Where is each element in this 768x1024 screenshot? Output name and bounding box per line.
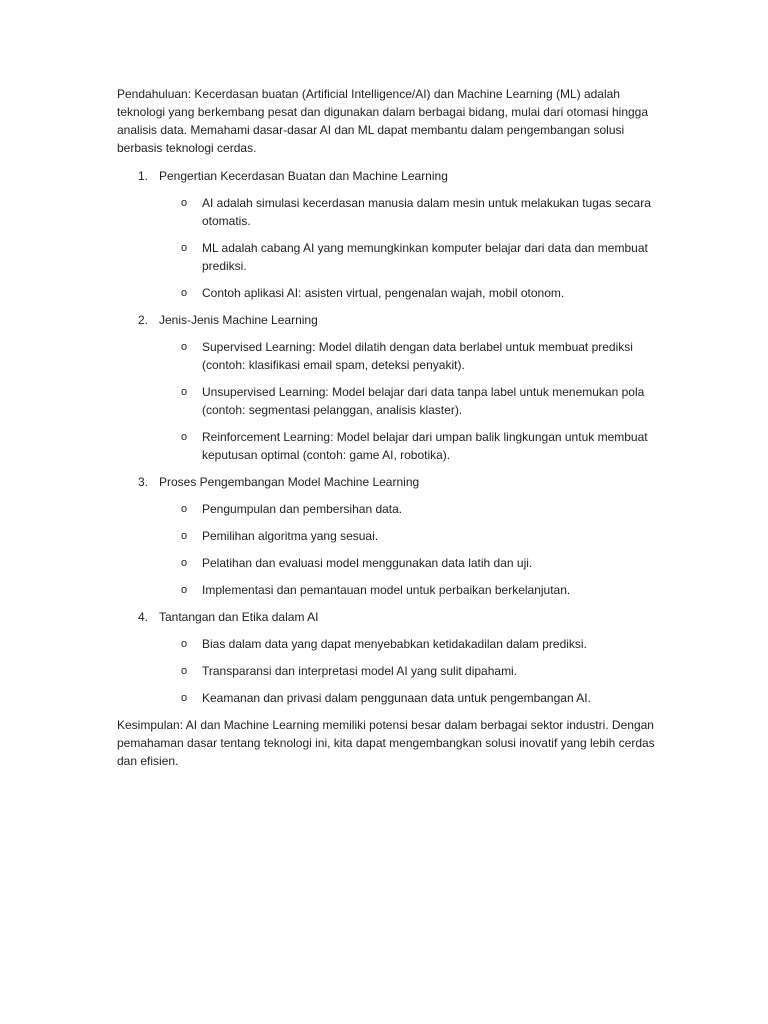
bullet-item	[117, 239, 657, 275]
bullet-text: Unsupervised Learning: Model belajar dari data tanpa label untuk menemukan pola (contoh: segmentasi pelanggan, analisis klaster).	[202, 385, 645, 417]
bullet-circle-icon: o	[181, 557, 188, 569]
bullet-item	[117, 635, 657, 653]
bullet-item	[117, 194, 657, 230]
conclusion-paragraph: Kesimpulan: AI dan Machine Learning memiliki potensi besar dalam berbagai sektor industri. Dengan pemahaman dasar tentang teknologi ini, kita dapat mengembangkan solusi inovatif yang lebih cerdas dan efisien.	[117, 718, 655, 768]
bullet-text: Keamanan dan privasi dalam penggunaan data untuk pengembangan AI.	[202, 691, 591, 705]
section-number: 3.	[138, 475, 149, 489]
bullet-list	[117, 500, 657, 599]
section-list	[117, 167, 657, 707]
bullet-text: Transparansi dan interpretasi model AI yang sulit dipahami.	[202, 664, 518, 678]
bullet-text: Supervised Learning: Model dilatih dengan data berlabel untuk membuat prediksi (contoh: klasifikasi email spam, deteksi penyakit).	[202, 340, 633, 372]
bullet-circle-icon: o	[181, 503, 188, 515]
section-item	[117, 167, 657, 302]
bullet-text: Reinforcement Learning: Model belajar dari umpan balik lingkungan untuk membuat keputusan optimal (contoh: game AI, robotika).	[202, 430, 648, 462]
section-title: Proses Pengembangan Model Machine Learning	[159, 475, 420, 489]
bullet-text: Implementasi dan pemantauan model untuk perbaikan berkelanjutan.	[202, 583, 571, 597]
bullet-item	[117, 383, 657, 419]
bullet-item	[117, 284, 657, 302]
bullet-text: Bias dalam data yang dapat menyebabkan ketidakadilan dalam prediksi.	[202, 637, 587, 651]
bullet-item	[117, 338, 657, 374]
bullet-circle-icon: o	[181, 665, 188, 677]
bullet-text: AI adalah simulasi kecerdasan manusia dalam mesin untuk melakukan tugas secara otomatis.	[202, 196, 651, 228]
bullet-item	[117, 662, 657, 680]
section-title: Tantangan dan Etika dalam AI	[159, 610, 319, 624]
bullet-circle-icon: o	[181, 386, 188, 398]
bullet-item	[117, 428, 657, 464]
bullet-item	[117, 527, 657, 545]
section-heading	[117, 167, 657, 185]
bullet-list	[117, 338, 657, 464]
bullet-list	[117, 194, 657, 302]
bullet-circle-icon: o	[181, 197, 188, 209]
section-item	[117, 473, 657, 599]
section-item	[117, 608, 657, 707]
section-number: 4.	[138, 610, 149, 624]
bullet-text: ML adalah cabang AI yang memungkinkan komputer belajar dari data dan membuat prediksi.	[202, 241, 648, 273]
bullet-text: Pelatihan dan evaluasi model menggunakan data latih dan uji.	[202, 556, 533, 570]
bullet-item	[117, 500, 657, 518]
section-heading	[117, 473, 657, 491]
intro-paragraph: Pendahuluan: Kecerdasan buatan (Artificial Intelligence/AI) dan Machine Learning (ML) adalah teknologi yang berkembang pesat dan digunakan dalam berbagai bidang, mulai dari otomasi hingga analisis data. Memahami dasar-dasar AI dan ML dapat membantu dalam pengembangan solusi berbasis teknologi cerdas.	[117, 87, 649, 155]
bullet-circle-icon: o	[181, 431, 188, 443]
section-item	[117, 311, 657, 464]
bullet-circle-icon: o	[181, 341, 188, 353]
section-heading	[117, 311, 657, 329]
section-title: Pengertian Kecerdasan Buatan dan Machine Learning	[159, 169, 448, 183]
bullet-text: Pengumpulan dan pembersihan data.	[202, 502, 403, 516]
section-number: 2.	[138, 313, 149, 327]
bullet-text: Pemilihan algoritma yang sesuai.	[202, 529, 379, 543]
bullet-circle-icon: o	[181, 287, 188, 299]
bullet-circle-icon: o	[181, 692, 188, 704]
bullet-circle-icon: o	[181, 638, 188, 650]
bullet-text: Contoh aplikasi AI: asisten virtual, pengenalan wajah, mobil otonom.	[202, 286, 565, 300]
bullet-list	[117, 635, 657, 707]
section-heading	[117, 608, 657, 626]
bullet-item	[117, 689, 657, 707]
section-title: Jenis-Jenis Machine Learning	[159, 313, 318, 327]
bullet-circle-icon: o	[181, 584, 188, 596]
bullet-circle-icon: o	[181, 530, 188, 542]
document-content	[117, 85, 657, 770]
bullet-circle-icon: o	[181, 242, 188, 254]
bullet-item	[117, 554, 657, 572]
bullet-item	[117, 581, 657, 599]
section-number: 1.	[138, 169, 149, 183]
